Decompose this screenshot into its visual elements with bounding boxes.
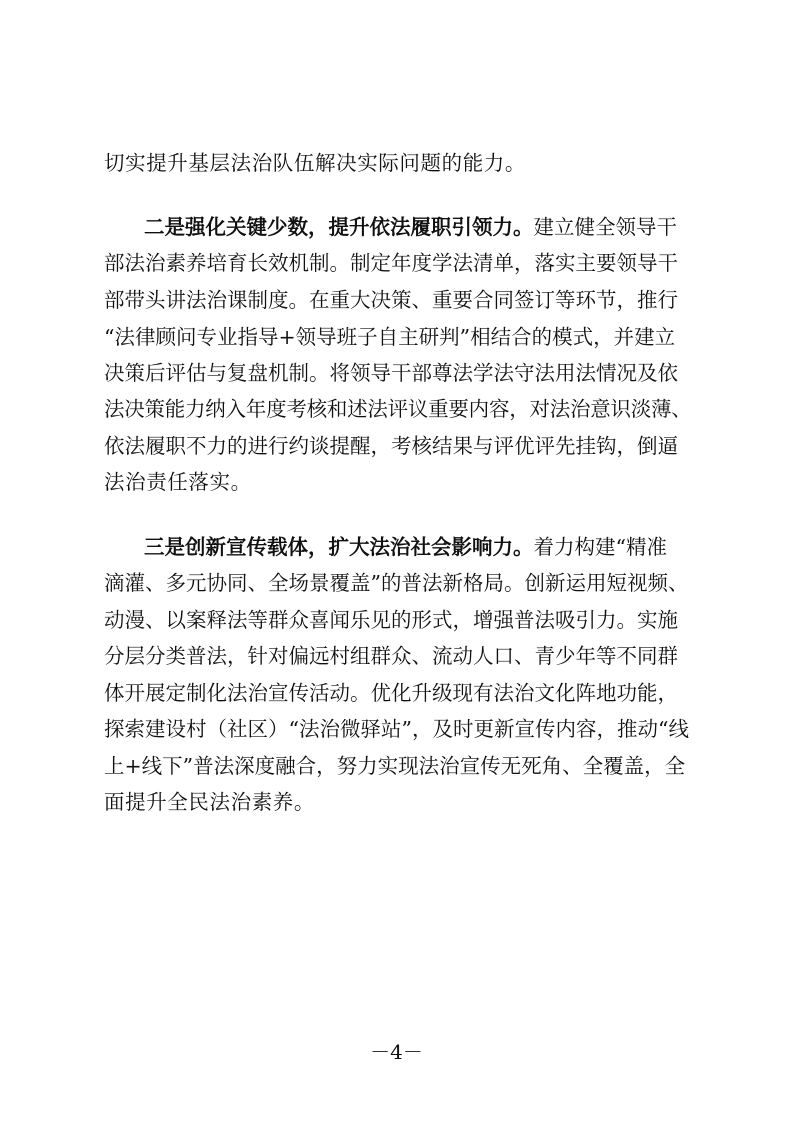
line-text: 滴灌、多元协同、全场景覆盖”的普法新格局。创新运用短视频、 [104, 571, 689, 595]
paragraph-line [104, 283, 692, 317]
paragraph-line [104, 676, 692, 710]
paragraph-line [104, 146, 692, 180]
page-number: －4－ [370, 1040, 423, 1064]
line-text: 上+线下”普法深度融合，努力实现法治宣传无死角、全覆盖，全 [104, 754, 686, 778]
line-text: 面提升全民法治素养。 [104, 790, 315, 814]
line-text: 部带头讲法治课制度。在重大决策、重要合同签订等环节，推行 [104, 288, 678, 312]
line-text: 着力构建“精准 [533, 535, 667, 559]
paragraph-line [104, 392, 692, 426]
line-text: 法治责任落实。 [104, 470, 252, 494]
paragraph-line [104, 246, 692, 280]
line-text: 部法治素养培育长效机制。制定年度学法清单，落实主要领导干 [104, 251, 678, 275]
line-text: 建立健全领导干 [533, 215, 677, 239]
paragraph-line [144, 210, 692, 244]
line-text: 切实提升基层法治队伍解决实际问题的能力。 [104, 151, 526, 175]
paragraph-line [104, 639, 692, 673]
line-text: 体开展定制化法治宣传活动。优化升级现有法治文化阵地功能， [104, 681, 678, 705]
paragraph-line [144, 530, 692, 564]
line-text: 依法履职不力的进行约谈提醒，考核结果与评优评先挂钩，倒逼 [104, 434, 678, 458]
line-text: “法律顾问专业指导+领导班子自主研判”相结合的模式，并建立 [104, 325, 676, 349]
line-text: 分层分类普法，针对偏远村组群众、流动人口、青少年等不同群 [104, 644, 678, 668]
paragraph-line [104, 320, 692, 354]
paragraph-line [104, 603, 692, 637]
section-heading: 三是创新宣传载体，扩大法治社会影响力。 [144, 535, 534, 559]
paragraph-line [104, 356, 692, 390]
line-text: 探索建设村（社区）“法治微驿站”，及时更新宣传内容，推动“线 [104, 717, 689, 741]
paragraph-line [104, 465, 692, 499]
paragraph-line [104, 749, 692, 783]
line-text: 动漫、以案释法等群众喜闻乐见的形式，增强普法吸引力。实施 [104, 608, 678, 632]
line-text: 法决策能力纳入年度考核和述法评议重要内容，对法治意识淡薄、 [104, 397, 692, 421]
paragraph-line [104, 785, 692, 819]
paragraph-line [104, 712, 692, 746]
section-heading: 二是强化关键少数，提升依法履职引领力。 [144, 215, 534, 239]
line-text: 决策后评估与复盘机制。将领导干部尊法学法守法用法情况及依 [104, 361, 678, 385]
paragraph-line [104, 429, 692, 463]
paragraph-line [104, 566, 692, 600]
